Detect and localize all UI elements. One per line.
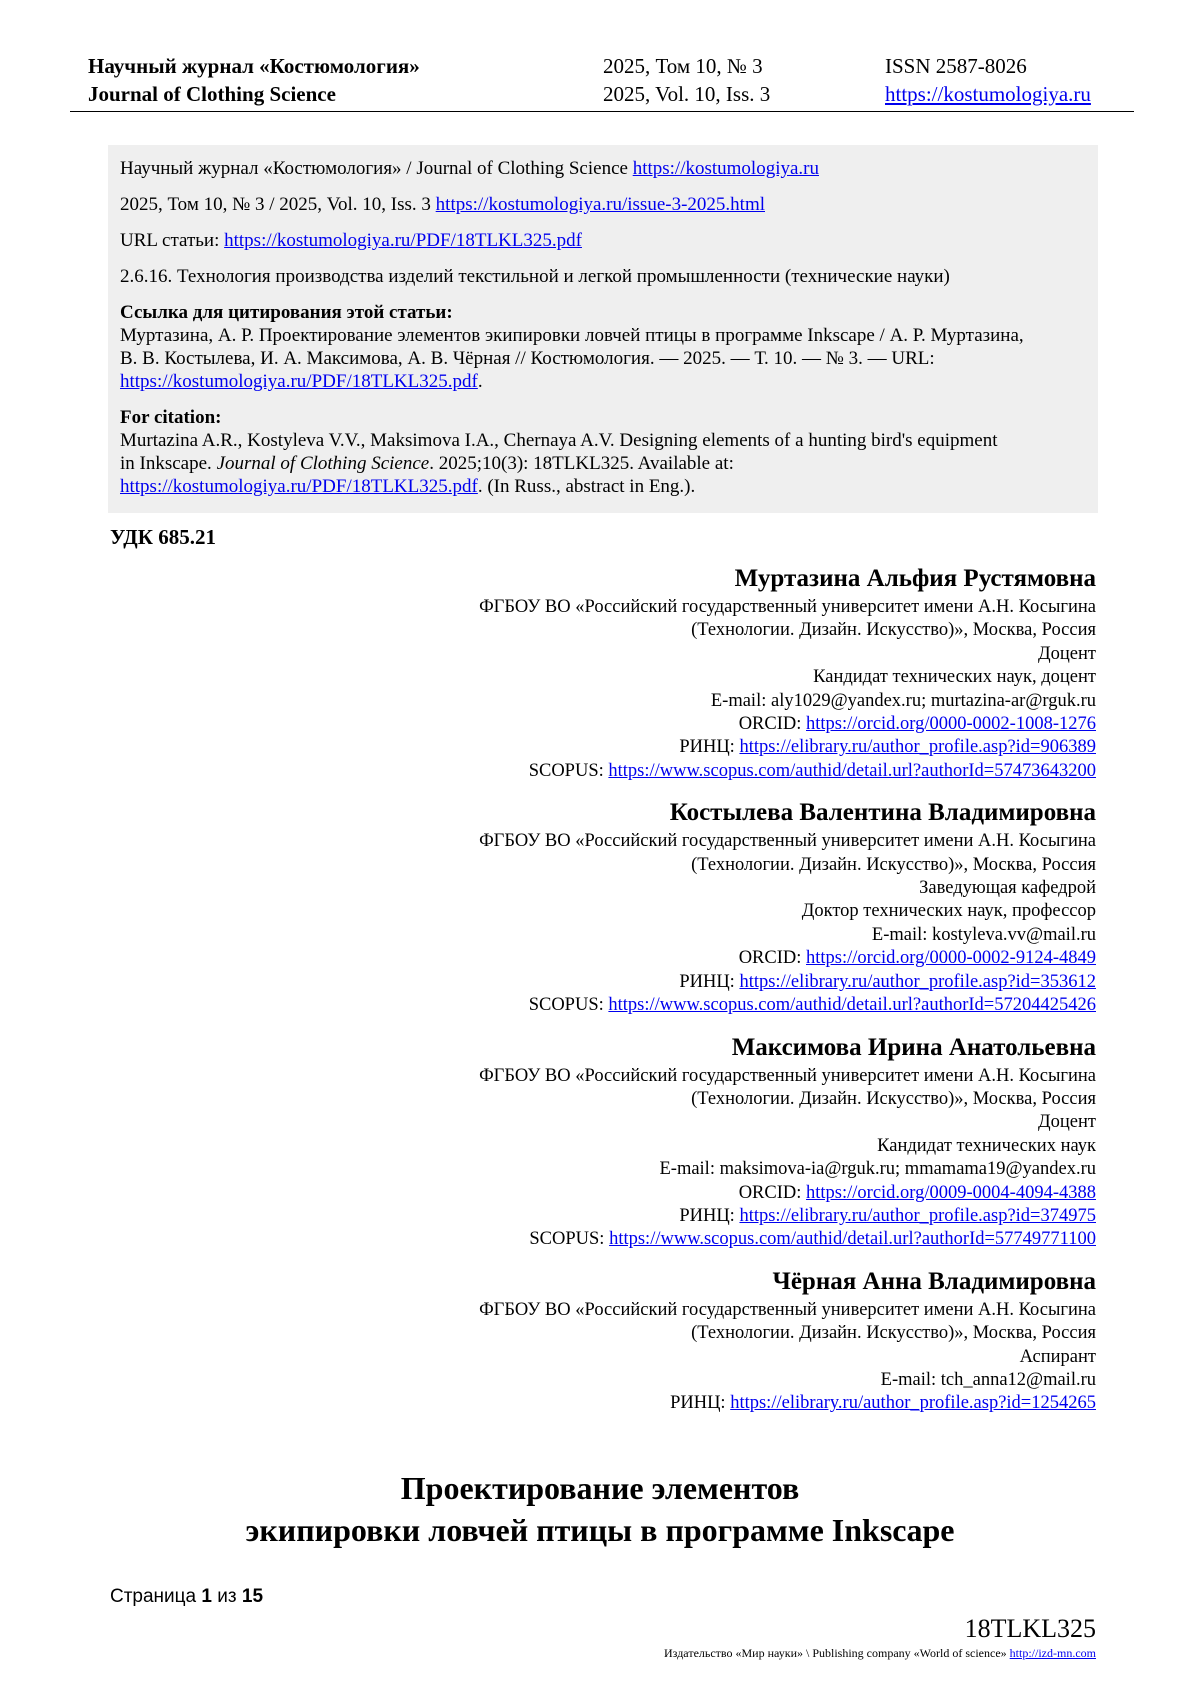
journal-name-ru: Научный журнал «Костюмология» [88, 54, 420, 78]
author-position: Заведующая кафедрой [919, 878, 1096, 899]
scopus-link[interactable]: https://www.scopus.com/authid/detail.url?authorId=57749771100 [609, 1229, 1096, 1250]
orcid-label: ORCID: [738, 948, 807, 969]
info-specialty-line: 2.6.16. Технология производства изделий текстильной и легкой промышленности (технические науки) [120, 266, 950, 287]
article-title-line2: экипировки ловчей птицы в программе Inkscape [245, 1512, 955, 1548]
rinc-label: РИНЦ: [679, 737, 740, 758]
author-card [96, 1031, 1096, 1252]
publisher-line [664, 1646, 1096, 1661]
author-degree: Кандидат технических наук, доцент [813, 667, 1096, 688]
author-name: Максимова Ирина Анатольевна [731, 1033, 1096, 1061]
udk-code: УДК 685.21 [110, 525, 216, 549]
author-card [96, 1265, 1096, 1416]
info-issue-line [120, 193, 1086, 216]
rinc-label: РИНЦ: [679, 1205, 740, 1226]
author-card [96, 796, 1096, 1017]
journal-site-link[interactable]: https://kostumologiya.ru [885, 82, 1091, 106]
author-affiliation: ФГБОУ ВО «Российский государственный университет имени А.Н. Косыгина [479, 831, 1096, 852]
page-total: 15 [241, 1586, 264, 1607]
running-header [88, 52, 1128, 112]
issue-ru: 2025, Том 10, № 3 [603, 54, 763, 78]
author-orcid [96, 1182, 1096, 1205]
header-issn [885, 52, 1091, 108]
rinc-label: РИНЦ: [670, 1393, 731, 1414]
author-affiliation: ФГБОУ ВО «Российский государственный университет имени А.Н. Косыгина [479, 1299, 1096, 1320]
page-of: из [211, 1586, 242, 1607]
citation-ru-line1: Муртазина, А. Р. Проектирование элементов экипировки ловчей птицы в программе Inkscape / А. Р. Муртазина, [120, 325, 1024, 346]
rinc-link[interactable]: https://elibrary.ru/author_profile.asp?id=1254265 [730, 1393, 1096, 1414]
author-rinc [96, 1205, 1096, 1228]
author-rinc [96, 1392, 1096, 1415]
scopus-label: SCOPUS: [529, 1229, 610, 1250]
author-name: Муртазина Альфия Рустямовна [734, 565, 1096, 592]
scopus-link[interactable]: https://www.scopus.com/authid/detail.url?authorId=57204425426 [608, 995, 1096, 1016]
author-name: Чёрная Анна Владимировна [772, 1267, 1096, 1295]
author-affiliation-cont: (Технологии. Дизайн. Искусство)», Москва, Россия [691, 1088, 1096, 1109]
rinc-link[interactable]: https://elibrary.ru/author_profile.asp?id=353612 [739, 971, 1096, 992]
author-orcid [96, 947, 1096, 970]
author-affiliation-cont: (Технологии. Дизайн. Искусство)», Москва, Россия [691, 620, 1096, 641]
author-degree: Доктор технических наук, профессор [801, 901, 1096, 922]
author-email: E-mail: aly1029@yandex.ru; murtazina-ar@rguk.ru [710, 690, 1096, 711]
author-position: Доцент [1038, 643, 1096, 664]
author-affiliation: ФГБОУ ВО «Российский государственный университет имени А.Н. Косыгина [479, 1065, 1096, 1086]
author-scopus [96, 994, 1096, 1017]
citation-ru-link[interactable]: https://kostumologiya.ru/PDF/18TLKL325.pdf [120, 371, 478, 392]
author-rinc [96, 736, 1096, 759]
citation-en-journal: Journal of Clothing Science [216, 453, 430, 474]
orcid-link[interactable]: https://orcid.org/0000-0002-1008-1276 [806, 714, 1096, 735]
citation-ru-label: Ссылка для цитирования этой статьи: [120, 302, 453, 323]
info-journal-line [120, 157, 1086, 180]
info-article-url-link[interactable]: https://kostumologiya.ru/PDF/18TLKL325.pdf [224, 230, 582, 251]
citation-en-label: For citation: [120, 407, 222, 428]
author-email: E-mail: maksimova-ia@rguk.ru; mmamama19@yandex.ru [659, 1159, 1096, 1180]
publisher-text: Издательство «Мир науки» \ Publishing company «World of science» [664, 1646, 1010, 1660]
rinc-link[interactable]: https://elibrary.ru/author_profile.asp?id=374975 [739, 1205, 1096, 1226]
info-url-label: URL статьи: [120, 230, 225, 251]
orcid-label: ORCID: [738, 714, 807, 735]
info-issue-text: 2025, Том 10, № 3 / 2025, Vol. 10, Iss. 3 [120, 194, 436, 215]
issn: ISSN 2587-8026 [885, 54, 1027, 78]
orcid-link[interactable]: https://orcid.org/0000-0002-9124-4849 [806, 948, 1096, 969]
authors-block [96, 562, 1096, 1429]
orcid-label: ORCID: [738, 1182, 807, 1203]
citation-info-box [108, 145, 1098, 513]
info-issue-link[interactable]: https://kostumologiya.ru/issue-3-2025.html [435, 194, 765, 215]
citation-en-line2-pre: in Inkscape. [120, 453, 217, 474]
author-email: E-mail: kostyleva.vv@mail.ru [871, 924, 1096, 945]
page-label: Страница [110, 1586, 202, 1607]
author-orcid [96, 713, 1096, 736]
author-degree: Кандидат технических наук [877, 1135, 1096, 1156]
citation-en-link[interactable]: https://kostumologiya.ru/PDF/18TLKL325.pdf [120, 476, 478, 497]
page-current: 1 [201, 1586, 212, 1607]
citation-en-line2-post: . 2025;10(3): 18TLKL325. Available at: [429, 453, 734, 474]
info-journal-text: Научный журнал «Костюмология» / Journal of Clothing Science [120, 158, 633, 179]
author-name: Костылева Валентина Владимировна [669, 799, 1096, 827]
article-title [0, 1467, 1200, 1551]
header-issue [603, 52, 770, 108]
citation-en [120, 406, 1086, 498]
citation-ru-line2: В. В. Костылева, И. А. Максимова, А. В. Чёрная // Костюмология. — 2025. — Т. 10. — № 3. — URL: [120, 348, 935, 369]
publisher-link[interactable]: http://izd-mn.com [1009, 1646, 1096, 1660]
article-code: 18TLKL325 [964, 1614, 1096, 1643]
article-title-line1: Проектирование элементов [400, 1470, 800, 1506]
issue-en: 2025, Vol. 10, Iss. 3 [603, 82, 771, 106]
author-card [96, 562, 1096, 783]
author-rinc [96, 971, 1096, 994]
author-affiliation-cont: (Технологии. Дизайн. Искусство)», Москва, Россия [691, 1323, 1096, 1344]
scopus-link[interactable]: https://www.scopus.com/authid/detail.url?authorId=57473643200 [608, 760, 1096, 781]
scopus-label: SCOPUS: [528, 760, 609, 781]
author-email: E-mail: tch_anna12@mail.ru [880, 1369, 1096, 1390]
author-affiliation: ФГБОУ ВО «Российский государственный университет имени А.Н. Косыгина [479, 597, 1096, 617]
citation-ru-end: . [477, 371, 483, 392]
journal-name-en: Journal of Clothing Science [88, 82, 336, 106]
rinc-link[interactable]: https://elibrary.ru/author_profile.asp?id=906389 [739, 737, 1096, 758]
header-journal [88, 52, 420, 108]
citation-en-end: . (In Russ., abstract in Eng.). [477, 476, 696, 497]
author-affiliation-cont: (Технологии. Дизайн. Искусство)», Москва, Россия [691, 854, 1096, 875]
author-position: Аспирант [1019, 1346, 1096, 1367]
author-position: Доцент [1038, 1112, 1096, 1133]
header-divider [70, 111, 1134, 112]
citation-en-line1: Murtazina A.R., Kostyleva V.V., Maksimova I.A., Chernaya A.V. Designing elements of a hunting bird's equipment [120, 430, 998, 451]
citation-ru [120, 301, 1086, 393]
info-url-line [120, 229, 1086, 252]
orcid-link[interactable]: https://orcid.org/0009-0004-4094-4388 [806, 1182, 1096, 1203]
author-scopus [96, 760, 1096, 783]
page-counter [110, 1586, 263, 1608]
author-scopus [96, 1228, 1096, 1251]
info-journal-link[interactable]: https://kostumologiya.ru [632, 158, 819, 179]
scopus-label: SCOPUS: [528, 995, 609, 1016]
rinc-label: РИНЦ: [679, 971, 740, 992]
